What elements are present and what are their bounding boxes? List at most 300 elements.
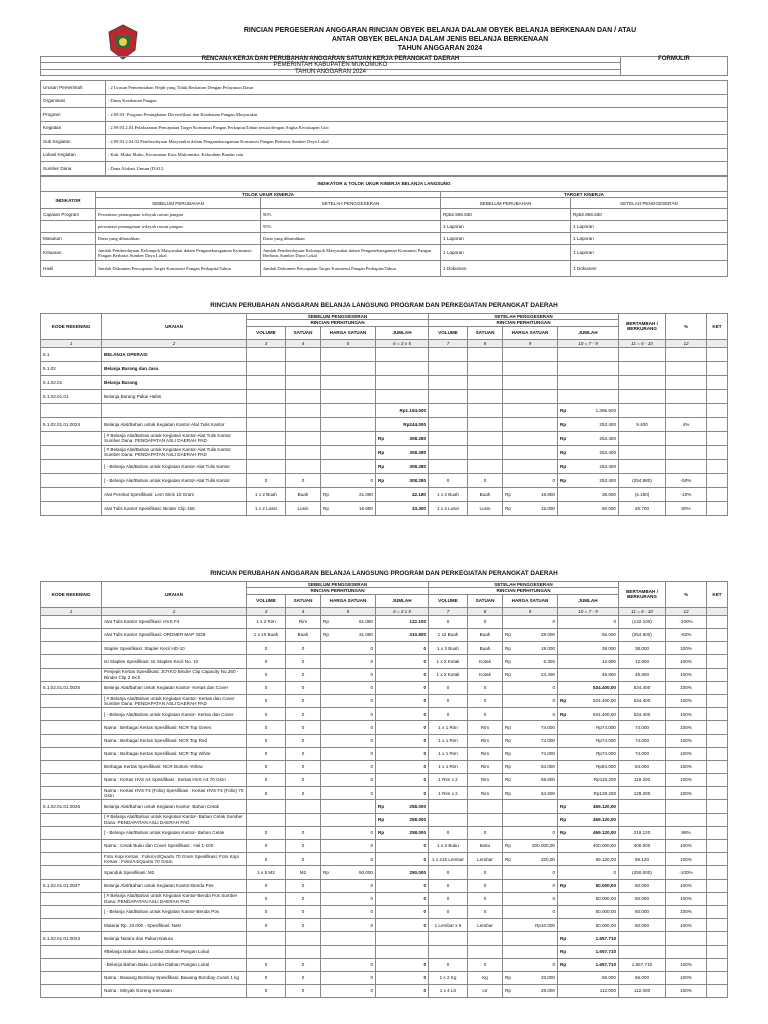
setelah-harga-rp xyxy=(503,813,518,826)
ket-cell xyxy=(707,642,728,655)
target-setelah: 1 Laporan xyxy=(571,221,728,233)
sebelum-jumlah-value: 0 xyxy=(423,988,426,994)
column-number: 8 xyxy=(468,339,503,347)
column-number: 11 = 6 - 10 xyxy=(619,607,666,615)
uraian-cell: [ - Belanja Alat/Bahan untuk Kegiatan Kantor- Kertas dan Cover xyxy=(102,708,247,721)
column-number: 6 = 3 x 5 xyxy=(376,339,429,347)
setelah-volume-cell: 1 x 2 Buah xyxy=(429,487,468,501)
column-number: 2 xyxy=(102,339,247,347)
setelah-jumlah-value: Rp119.200 xyxy=(593,777,616,783)
sebelum-harga-cell: 31.080 xyxy=(335,629,376,642)
setelah-volume-cell: 1 Rim x 2 xyxy=(429,787,468,800)
sebelum-harga-cell: 0 xyxy=(335,787,376,800)
sebelum-jumlah-value: 0 xyxy=(423,711,426,717)
sebelum-harga-cell: 0 xyxy=(335,473,376,487)
sebelum-satuan-cell: Buah xyxy=(286,629,321,642)
table-row xyxy=(41,905,728,918)
setelah-volume-cell: 1 x 216 Lembar xyxy=(429,853,468,866)
info-row xyxy=(41,135,728,149)
kode-rekening-cell xyxy=(41,840,102,853)
sebelum-satuan-cell xyxy=(286,431,321,445)
setelah-satuan-cell: 0 xyxy=(468,866,503,879)
setelah-satuan-cell: 0 xyxy=(468,681,503,694)
sebelum-harga-rp xyxy=(321,642,336,655)
table-row xyxy=(41,919,728,932)
table-row xyxy=(41,389,728,403)
table-row xyxy=(41,932,728,945)
volume-header: VOLUME xyxy=(429,594,468,607)
setelah-jumlah-value: 253.400 xyxy=(599,435,616,441)
setelah-harga-cell: 24.400 xyxy=(517,668,558,681)
uraian-cell: Belanja Alat/Bahan untuk Kegiatan Kantor-Benda Pos xyxy=(102,879,247,892)
sebelum-satuan-cell: Rim xyxy=(286,615,321,628)
sebelum-satuan-cell: 0 xyxy=(286,826,321,839)
sebelum-jumlah-value: 33.300 xyxy=(411,505,426,511)
column-number: 1 xyxy=(41,607,102,615)
sebelum-satuan-cell xyxy=(286,361,321,375)
setelah-jumlah-cell xyxy=(558,905,619,918)
setelah-jumlah-value: 253.400 xyxy=(599,421,616,427)
setelah-jumlah-value: 534.400,00 xyxy=(593,685,616,691)
setelah-harga-cell: 200.000,00 xyxy=(517,840,558,853)
sebelum-harga-rp xyxy=(321,971,336,984)
setelah-satuan-cell xyxy=(468,445,503,459)
setelah-jumlah-value: 112.000 xyxy=(599,988,616,994)
sebelum-harga-rp xyxy=(321,417,336,431)
setelah-satuan-cell xyxy=(468,431,503,445)
info-value: : 2.09.03.2.04.02 Pemberdayaan Masyarakat dalam Penganekaragaman Konsumsi Pangan Berbasis Sumber Daya Lokal xyxy=(106,135,728,149)
setelah-harga-rp xyxy=(503,800,518,813)
sebelum-jumlah-value: 0 xyxy=(423,764,426,770)
setelah-harga-rp: Rp xyxy=(503,787,518,800)
setelah-jumlah-cell xyxy=(558,958,619,971)
bertambah-cell: 69.120 xyxy=(619,853,666,866)
sebelum-jumlah-value: 0 xyxy=(423,856,426,862)
uraian-cell: [ - Belanja Alat/Bahan untuk Kegiatan Kantor- Bahan Cetak xyxy=(102,826,247,839)
setelah-harga-rp xyxy=(503,403,518,417)
ket-cell xyxy=(707,694,728,707)
setelah-harga-rp xyxy=(503,892,518,905)
budget-detail-table-2 xyxy=(40,581,728,998)
setelah-harga-cell xyxy=(517,417,558,431)
setelah-satuan-cell: Buku xyxy=(468,840,503,853)
info-row xyxy=(41,108,728,122)
sebelum-volume-cell: 0 xyxy=(247,905,286,918)
target-sebelum-header: SEBELUM PERUBAHAN xyxy=(441,198,571,209)
table-row xyxy=(41,734,728,747)
sebelum-satuan-cell xyxy=(286,375,321,389)
setelah-jumlah-value: Rp74.000 xyxy=(596,751,616,757)
ket-cell xyxy=(707,403,728,417)
ket-cell xyxy=(707,734,728,747)
target-sebelum: 1 Laporan xyxy=(441,245,571,261)
setelah-satuan-cell: Ltr xyxy=(468,985,503,998)
sebelum-volume-cell xyxy=(247,347,286,361)
sebelum-volume-cell: 0 xyxy=(247,721,286,734)
bertambah-cell xyxy=(619,375,666,389)
persen-cell: 100% xyxy=(666,747,707,760)
sebelum-jumlah-value: 308.280 xyxy=(409,477,426,483)
kode-rekening-header: KODE REKENING xyxy=(41,582,102,608)
indicator-label: Capaian Program xyxy=(41,209,96,221)
sebelum-harga-rp xyxy=(321,389,336,403)
column-number: 7 xyxy=(429,607,468,615)
setelah-satuan-cell xyxy=(468,417,503,431)
sebelum-harga-cell: 0 xyxy=(335,655,376,668)
table-row xyxy=(41,826,728,839)
sebelum-jumlah-value: Rp1.194.000 xyxy=(399,407,426,413)
sebelum-jumlah-cell xyxy=(376,932,429,945)
budget-detail-table-1 xyxy=(40,313,728,516)
persen-cell: 100% xyxy=(666,721,707,734)
setelah-volume-cell xyxy=(429,389,468,403)
jumlah-header: JUMLAH xyxy=(376,326,429,339)
setelah-harga-cell xyxy=(517,431,558,445)
sebelum-jumlah-cell xyxy=(376,813,429,826)
sebelum-satuan-cell xyxy=(286,813,321,826)
sebelum-jumlah-value: 0 xyxy=(423,777,426,783)
setelah-harga-rp xyxy=(503,417,518,431)
setelah-jumlah-cell xyxy=(558,813,619,826)
setelah-jumlah-value: 1.657.710 xyxy=(595,935,616,941)
table-row xyxy=(41,774,728,787)
jumlah-header: JUMLAH xyxy=(558,594,619,607)
sebelum-volume-cell: 0 xyxy=(247,971,286,984)
uraian-cell: [ # Belanja Alat/Bahan untuk Kegiatan Kantor-Benda Pos Sumber Dana: PENDAPATAN ASLI DAERAH PAD xyxy=(102,892,247,905)
uraian-cell: [ # Belanja Alat/Bahan untuk Kegiatan Kantor-Alat Tulis Kantor Sumber Dana: PENDAPATAN ASLI DAERAH PAD xyxy=(102,431,247,445)
setelah-harga-cell xyxy=(517,389,558,403)
setelah-volume-cell xyxy=(429,417,468,431)
info-label: Sub Kegiatan xyxy=(41,135,106,149)
sebelum-volume-cell: 0 xyxy=(247,734,286,747)
uraian-cell: [ - Belanja Alat/Bahan untuk Kegiatan Kantor-Alat Tulis Kantor xyxy=(102,459,247,473)
jumlah-header: JUMLAH xyxy=(558,326,619,339)
ket-cell xyxy=(707,655,728,668)
uraian-cell: Isi Staples Spesifikasi: Isi Staples Kecil No. 10 xyxy=(102,655,247,668)
sebelum-jumlah-cell xyxy=(376,389,429,403)
sebelum-volume-cell xyxy=(247,459,286,473)
sebelum-jumlah-cell xyxy=(376,747,429,760)
setelah-satuan-cell: 0 xyxy=(468,826,503,839)
sebelum-satuan-cell: 0 xyxy=(286,879,321,892)
setelah-jumlah-rp: Rp xyxy=(560,935,567,941)
persen-cell: 80% xyxy=(666,501,707,515)
setelah-harga-rp xyxy=(503,361,518,375)
info-value: : 2 Urusan Pemerintahan Wajib yang Tidak Berkaitan Dengan Pelayanan Dasar xyxy=(106,81,728,95)
sebelum-harga-rp xyxy=(321,760,336,773)
sebelum-jumlah-value: 308.280 xyxy=(409,449,426,455)
ket-cell xyxy=(707,958,728,971)
setelah-harga-cell xyxy=(517,361,558,375)
setelah-volume-cell: 1 x 2 Buku xyxy=(429,840,468,853)
kode-rekening-cell xyxy=(41,403,102,417)
ket-cell xyxy=(707,459,728,473)
persen-header: % xyxy=(666,314,707,340)
target-kinerja-header: TARGET KINERJA xyxy=(441,192,728,198)
sebelum-harga-cell xyxy=(335,403,376,417)
sebelum-satuan-cell: M2 xyxy=(286,866,321,879)
kode-rekening-cell xyxy=(41,747,102,760)
setelah-satuan-cell xyxy=(468,945,503,958)
bertambah-cell: 38.000 xyxy=(619,642,666,655)
sebelum-volume-cell: 0 xyxy=(247,892,286,905)
uraian-cell: Alat Tulis Kantor Spesifikasi: ORDNER MAP GDB xyxy=(102,629,247,642)
setelah-jumlah-value: 253.400 xyxy=(599,477,616,483)
bertambah-cell: 219.120 xyxy=(619,826,666,839)
setelah-harga-rp: Rp xyxy=(503,655,518,668)
sebelum-harga-rp xyxy=(321,694,336,707)
setelah-harga-cell: 59.600 xyxy=(517,774,558,787)
table-row xyxy=(41,473,728,487)
setelah-jumlah-value: Rp129.200 xyxy=(593,790,616,796)
sebelum-satuan-cell: 0 xyxy=(286,655,321,668)
setelah-harga-rp: Rp xyxy=(503,971,518,984)
rincian-setelah-header: RINCIAN PERHITUNGAN xyxy=(429,588,619,594)
ket-cell xyxy=(707,866,728,879)
sebelum-harga-cell: 0 xyxy=(335,879,376,892)
setelah-jumlah-value: 0 xyxy=(613,619,616,625)
setelah-satuan-cell: Kotak xyxy=(468,655,503,668)
bertambah-cell: (254.800) xyxy=(619,629,666,642)
setelah-harga-cell: 0 xyxy=(517,905,558,918)
setelah-harga-cell xyxy=(517,375,558,389)
setelah-jumlah-cell xyxy=(558,615,619,628)
sebelum-volume-cell xyxy=(247,945,286,958)
uraian-cell: Nama : Berbagai Kertas Spesifikasi: NCR Top Green xyxy=(102,721,247,734)
setelah-harga-cell: 74.000 xyxy=(517,734,558,747)
setelah-satuan-cell: 0 xyxy=(468,708,503,721)
setelah-satuan-cell: Rim xyxy=(468,734,503,747)
ket-cell xyxy=(707,375,728,389)
sebelum-volume-cell: 0 xyxy=(247,985,286,998)
table-row xyxy=(41,866,728,879)
column-number: 9 xyxy=(503,339,558,347)
sebelum-jumlah-cell xyxy=(376,892,429,905)
sebelum-harga-cell xyxy=(335,445,376,459)
sebelum-jumlah-value: 308.280 xyxy=(409,463,426,469)
setelah-jumlah-cell xyxy=(558,681,619,694)
sebelum-satuan-cell: 0 xyxy=(286,774,321,787)
sebelum-satuan-cell: 0 xyxy=(286,473,321,487)
indicator-label xyxy=(41,221,96,233)
setelah-harga-rp: Rp xyxy=(503,721,518,734)
sebelum-jumlah-value: 122.100 xyxy=(409,619,426,625)
sebelum-satuan-cell: 0 xyxy=(286,919,321,932)
uraian-cell: Belanja Barang Pakai Habis xyxy=(102,389,247,403)
ket-cell xyxy=(707,774,728,787)
sebelum-harga-rp xyxy=(321,361,336,375)
ket-cell xyxy=(707,840,728,853)
setelah-jumlah-cell xyxy=(558,459,619,473)
sebelum-harga-rp xyxy=(321,945,336,958)
kode-rekening-cell xyxy=(41,813,102,826)
table-row xyxy=(41,971,728,984)
setelah-jumlah-cell xyxy=(558,945,619,958)
bertambah-cell xyxy=(619,361,666,375)
setelah-jumlah-rp: Rp xyxy=(560,407,567,413)
sebelum-satuan-cell: 0 xyxy=(286,642,321,655)
setelah-volume-cell xyxy=(429,445,468,459)
sebelum-jumlah-cell xyxy=(376,708,429,721)
setelah-harga-cell: 0 xyxy=(517,615,558,628)
kode-rekening-cell xyxy=(41,629,102,642)
setelah-harga-rp xyxy=(503,708,518,721)
ket-cell xyxy=(707,905,728,918)
sebelum-volume-cell xyxy=(247,361,286,375)
sebelum-satuan-cell: 0 xyxy=(286,681,321,694)
persen-cell: 100% xyxy=(666,971,707,984)
tolok-setelah: Jumlah Pemberdayaan Kelompok Masyarakat dalam Penganekaragaman Konsumsi Pangan Berbasis Sumber Daya Lokal xyxy=(261,245,441,261)
kode-rekening-cell xyxy=(41,459,102,473)
indicator-label: Masukan xyxy=(41,233,96,245)
setelah-volume-cell xyxy=(429,375,468,389)
sebelum-harga-cell: 0 xyxy=(335,853,376,866)
bertambah-cell xyxy=(619,389,666,403)
uraian-cell: Belanja Alat/Bahan untuk Kegiatan Kantor-Alat Tulis Kantor xyxy=(102,417,247,431)
setelah-jumlah-cell xyxy=(558,361,619,375)
sebelum-jumlah-cell xyxy=(376,445,429,459)
bertambah-cell xyxy=(619,431,666,445)
kode-rekening-cell xyxy=(41,945,102,958)
uraian-cell: [ - Belanja Alat/Bahan untuk Kegiatan Kantor-Benda Pos xyxy=(102,905,247,918)
harga-header: HARGA SATUAN xyxy=(503,594,558,607)
setelah-jumlah-cell xyxy=(558,403,619,417)
uraian-cell: Nama : Kertas HVS A4 Spesifikasi : Kertas HVS A4 70 Gsm xyxy=(102,774,247,787)
setelah-harga-rp xyxy=(503,431,518,445)
sebelum-harga-cell: 0 xyxy=(335,668,376,681)
setelah-jumlah-cell xyxy=(558,708,619,721)
ket-cell xyxy=(707,501,728,515)
setelah-volume-cell: 0 xyxy=(429,708,468,721)
rincian-title-2: RINCIAN PERUBAHAN ANGGARAN BELANJA LANGSUNG PROGRAM DAN PERKEGIATAN PERANGKAT DAERAH xyxy=(210,570,558,577)
uraian-cell: Belanja Barang xyxy=(102,375,247,389)
bertambah-cell: 74.000 xyxy=(619,747,666,760)
target-sebelum: 1 Dokumen xyxy=(441,261,571,277)
sebelum-jumlah-value: 0 xyxy=(423,658,426,664)
document-title-line-1: RINCIAN PERGESERAN ANGGARAN RINCIAN OBYEK BELANJA DALAM OBYEK BELANJA BERKENAAN DAN / ATAU xyxy=(243,27,637,34)
setelah-satuan-cell: 0 xyxy=(468,473,503,487)
sebelum-volume-cell: 0 xyxy=(247,694,286,707)
setelah-jumlah-cell xyxy=(558,734,619,747)
ket-cell xyxy=(707,971,728,984)
persen-cell xyxy=(666,403,707,417)
sebelum-harga-cell xyxy=(335,375,376,389)
persen-cell xyxy=(666,375,707,389)
sebelum-volume-cell: 0 xyxy=(247,473,286,487)
sebelum-jumlah-rp: Rp xyxy=(378,817,385,823)
setelah-harga-rp xyxy=(503,879,518,892)
info-row xyxy=(41,121,728,135)
persen-cell: -100% xyxy=(666,866,707,879)
sebelum-jumlah-cell xyxy=(376,403,429,417)
kode-rekening-cell xyxy=(41,501,102,515)
uraian-cell: Foto Kopi Kertas : Folio/A4/Quarto 70 Gram Spesifikasi: Foto Kopi Kertas : Folio/A4/Quarto 70 Gram xyxy=(102,853,247,866)
info-row xyxy=(41,81,728,95)
setelah-jumlah-value: Rp74.000 xyxy=(596,724,616,730)
setelah-jumlah-cell xyxy=(558,866,619,879)
bertambah-cell: 9.400 xyxy=(619,417,666,431)
kode-rekening-cell xyxy=(41,826,102,839)
sebelum-volume-cell: 0 xyxy=(247,655,286,668)
ket-cell xyxy=(707,747,728,760)
sebelum-harga-cell: 0 xyxy=(335,985,376,998)
sebelum-harga-cell: 50.000 xyxy=(335,866,376,879)
setelah-volume-cell: 1 x 1 Rim xyxy=(429,734,468,747)
setelah-harga-rp xyxy=(503,459,518,473)
sebelum-jumlah-value: Rp244.000 xyxy=(403,421,426,427)
sebelum-volume-cell: 0 xyxy=(247,787,286,800)
uraian-cell: Spanduk Spesifikasi: M2 xyxy=(102,866,247,879)
persen-cell: 100% xyxy=(666,708,707,721)
setelah-jumlah-rp: Rp xyxy=(560,882,567,888)
target-setelah: Rp52.956.630 xyxy=(571,209,728,221)
tolok-setelah: 95% xyxy=(261,221,441,233)
table-row xyxy=(41,945,728,958)
uraian-cell: Belanja Alat/Bahan untuk Kegiatan Kantor- Bahan Cetak xyxy=(102,800,247,813)
setelah-volume-cell: 0 xyxy=(429,905,468,918)
sebelum-harga-cell xyxy=(335,347,376,361)
sebelum-satuan-cell xyxy=(286,403,321,417)
setelah-jumlah-cell xyxy=(558,473,619,487)
sebelum-header: SEBELUM PENGGESERAN xyxy=(247,582,429,588)
indicator-table xyxy=(40,176,728,277)
ket-cell xyxy=(707,919,728,932)
persen-cell: 100% xyxy=(666,655,707,668)
volume-header: VOLUME xyxy=(429,326,468,339)
setelah-harga-rp: Rp xyxy=(503,668,518,681)
sebelum-jumlah-value: 0 xyxy=(423,975,426,981)
rincian-sebelum-header: RINCIAN PERHITUNGAN xyxy=(247,588,429,594)
sebelum-harga-rp xyxy=(321,375,336,389)
sebelum-harga-rp xyxy=(321,445,336,459)
persen-cell: 100% xyxy=(666,985,707,998)
sebelum-harga-cell xyxy=(335,945,376,958)
sebelum-jumlah-rp: Rp xyxy=(378,477,385,483)
kode-rekening-cell: 5.1.02.01.01.0024 xyxy=(41,417,102,431)
sebelum-harga-cell: 21.090 xyxy=(335,487,376,501)
volume-header: VOLUME xyxy=(247,326,286,339)
sebelum-harga-rp xyxy=(321,347,336,361)
sebelum-satuan-cell: Buah xyxy=(286,487,321,501)
indicator-label: Keluaran xyxy=(41,245,96,261)
setelah-volume-cell xyxy=(429,347,468,361)
kode-rekening-cell xyxy=(41,958,102,971)
setelah-harga-cell xyxy=(517,347,558,361)
uraian-cell: Alat Tulis Kantor Spesifikasi: Binder Clip 155 xyxy=(102,501,247,515)
indicator-row xyxy=(41,233,728,245)
sebelum-jumlah-cell xyxy=(376,971,429,984)
tolok-sebelum: persentase penanganan wilayah rawan pangan xyxy=(96,221,261,233)
setelah-harga-rp xyxy=(503,958,518,971)
uraian-cell: Penjepit Kertas Spesifikasi: JOYKO Binder Clip Capacity No.260 - Binder Clip 2 Inch xyxy=(102,668,247,681)
tolok-setelah: Jumlah Dokumen Pencapaian Target Konsumsi Pangan Perkapita/Tahun xyxy=(261,261,441,277)
setelah-jumlah-rp: Rp xyxy=(560,962,567,968)
kode-rekening-cell xyxy=(41,985,102,998)
sebelum-jumlah-cell xyxy=(376,681,429,694)
sebelum-jumlah-value: 0 xyxy=(423,671,426,677)
sebelum-harga-cell: 0 xyxy=(335,734,376,747)
setelah-harga-rp xyxy=(503,445,518,459)
table-row xyxy=(41,431,728,445)
sebelum-harga-cell xyxy=(335,417,376,431)
setelah-harga-cell xyxy=(517,813,558,826)
sebelum-volume-cell: 0 xyxy=(247,853,286,866)
info-row xyxy=(41,162,728,176)
setelah-harga-cell: 0 xyxy=(517,708,558,721)
setelah-harga-cell: 0 xyxy=(517,958,558,971)
sebelum-volume-cell: 1 x 2 Rim xyxy=(247,615,286,628)
sebelum-jumlah-value: 0 xyxy=(423,685,426,691)
